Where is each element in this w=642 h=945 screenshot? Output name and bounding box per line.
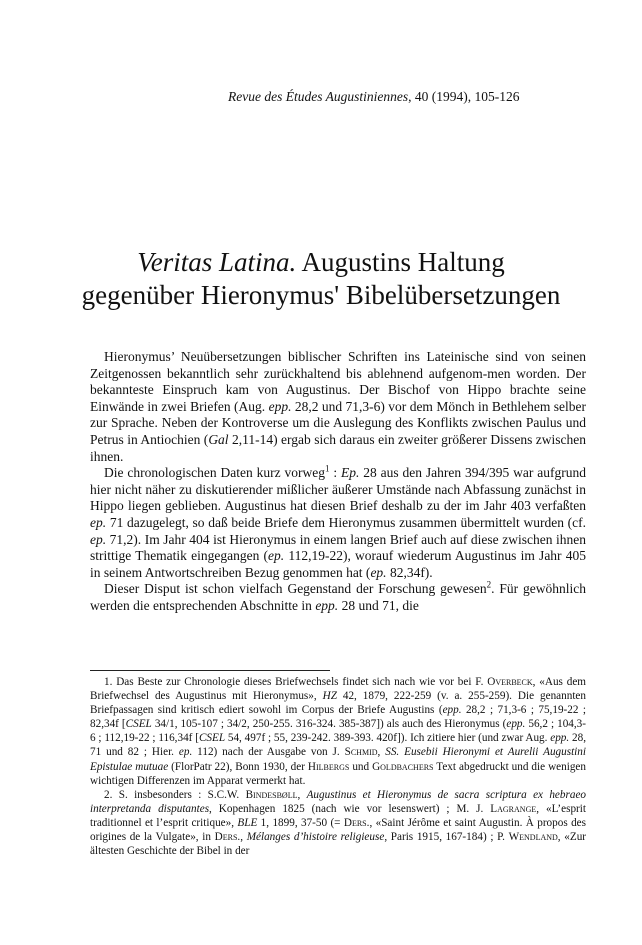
text-run: 2,11-14) ergab sich daraus ein zweiter größerer Dissens zwischen ihnen. [90,431,586,464]
text-run: 2. S. insbesonders : S.C.W. [104,788,246,801]
text-run: . Für gewöhnlich werden die entsprechenden Abschnitte in [90,581,587,613]
footnote-divider [90,670,330,671]
paragraph-2 [90,465,586,581]
text-run: , [297,788,307,801]
text-run: 56,2 ; 104,3-6 ; 112,19-22 ; 116,34f [ [90,718,586,745]
text-run: Die chronologischen Daten kurz vorweg [104,465,325,481]
text-run: 71 dazugelegt, so daß beide Briefe dem Hieronymus zusammen übermittelt wurden (cf. [106,514,586,530]
author-name: Hilbergs [307,760,350,773]
author-name: Ders. [343,816,370,829]
footnote-2 [90,788,586,858]
paragraph-1 [90,349,586,465]
title-italic: Veritas Latina. [137,247,297,277]
text-run: 28, 71 und 82 ; Hier. [90,732,586,759]
text-run: , [240,831,247,844]
abbrev: HZ [322,690,337,703]
text-run: 112) nach der Ausgabe von J. [192,746,345,759]
abbrev: Gal [208,431,229,447]
footnote-ref-2[interactable]: 2 [486,579,492,590]
abbrev: epp. [315,597,339,613]
abbrev: epp. [550,732,570,745]
abbrev: epp. [442,704,462,717]
text-run: 28,2 ; 71,3-6 ; 75,19-22 ; 82,34f [ [90,704,586,731]
text-run: : [329,465,341,481]
abbrev: CSEL [125,718,152,731]
journal-citation: , 40 (1994), 105-126 [408,89,520,104]
text-run: 28,2 und 71,3-6) vor dem Mönch in Bethlehem selber zur Sprache. Neben der Kontroverse um die Auslegung des Konflikts zwischen Paulus und Petrus in Antiochien ( [90,398,586,447]
abbrev: ep. [90,514,107,530]
work-title: Augustinus et Hieronymus de sacra scriptura ex hebraeo interpretanda disputantes [90,788,586,815]
text-run: , Kopenhagen 1825 (nach wie vor lesenswert) ; M. J. [209,802,491,815]
abbrev: BLE [237,816,258,829]
author-name: Goldbachers [372,760,434,773]
title-line-1 [60,246,582,279]
text-run: Text abgedruckt und die wenigen wichtigen Differenzen im Apparat vermerkt hat. [90,760,586,787]
text-run: , «Aus dem Briefwechsel des Augustinus mit Hieronymus», [90,676,586,703]
abbrev: epp. [506,718,526,731]
title-rest: Augustins Haltung [296,247,505,277]
text-run: 112,19-22), worauf wiederum Augustinus im Jahr 405 in seinem Antwortschreiben Bezug genommen hat ( [90,548,586,580]
abbrev: CSEL [198,732,226,745]
footnotes [90,675,586,858]
text-run: 42, 1879, 222-259 (v. a. 255-259). Die genannten Briefpassagen sind kritisch ediert sowohl im Corpus der Briefe Augustins ( [90,690,586,717]
paragraph-3 [90,581,586,614]
text-run: , «Zur ältesten Geschichte der Bibel in der [90,831,587,858]
article-title [60,246,582,312]
text-run: 28 und 71, die [338,597,419,613]
text-run: , [377,746,386,759]
abbrev: ep. [178,746,193,759]
journal-header [228,88,608,105]
text-run: , «Saint Jérôme et saint Augustin. À propos des origines de la Vulgate», in [90,816,586,844]
author-name: Lagrange [490,802,537,815]
journal-name: Revue des Études Augustiniennes [228,89,409,104]
author-name: Bindesbøll [245,788,298,801]
text-run: Dieser Disput ist schon vielfach Gegenstand der Forschung gewesen [104,581,487,597]
abbrev: ep. [370,564,387,580]
abbrev: ep. [268,548,285,564]
body-text [90,349,586,615]
text-run: , Paris 1915, 167-184) ; P. [384,831,509,844]
title-line-2: gegenüber Hieronymus' Bibelübersetzungen [81,280,561,310]
text-run: , «L’esprit traditionnel et l’esprit critique», [90,802,586,829]
author-name: Wendland [508,831,558,844]
abbrev: epp. [268,398,292,414]
author-name: Ders. [214,831,241,844]
abbrev: Ep. [340,465,360,481]
author-name: Schmid [344,746,378,759]
text-run: 1. Das Beste zur Chronologie dieses Briefwechsels findet sich nach wie vor bei F. [104,676,488,688]
text-run: und [349,760,373,773]
author-name: Overbeck [487,676,533,688]
work-title: SS. Eusebii Hieronymi et Aurelii Augustini Epistulae mutuae [90,746,586,773]
text-run: 28 aus den Jahren 394/395 war aufgrund hier nicht näher zu diskutierender mißlicher äußerer Umstände nach Abfassung zunächst in Hippo liegen geblieben. Augustinus hat diesen Brief deshalb zu der im Jahr 403 verfaßten [90,465,586,514]
text-run: 34/1, 105-107 ; 34/2, 250-255. 316-324. 385-387]) als auch des Hieronymus ( [151,718,507,731]
text-run: 82,34f). [386,564,433,580]
text-run: Hieronymus’ Neuübersetzungen biblischer Schriften ins Lateinische sind von seinen Zeitgenossen bekanntlich sehr zurückhaltend bis ablehnend aufgenom-men worden. Der bekannteste Einspruch kam von Augustinus. Der Bischof von Hippo brachte seine Einwände in zwei Briefen (Aug. [90,349,586,414]
text-run: 54, 497f ; 55, 239-242. 389-393. 420f]). Ich zitiere hier (und zwar Aug. [225,732,551,745]
footnote-1 [90,675,586,788]
abbrev: ep. [90,531,107,547]
footnote-ref-1[interactable]: 1 [324,463,330,474]
work-title: Mélanges d’histoire religieuse [246,831,385,844]
text-run: (FlorPatr 22), Bonn 1930, der [168,760,308,773]
text-run: 71,2). Im Jahr 404 ist Hieronymus in einem langen Brief auch auf diese zwischen ihnen strittige Thematik eingegangen ( [90,531,586,564]
text-run: 1, 1899, 37-50 (= [257,816,344,829]
